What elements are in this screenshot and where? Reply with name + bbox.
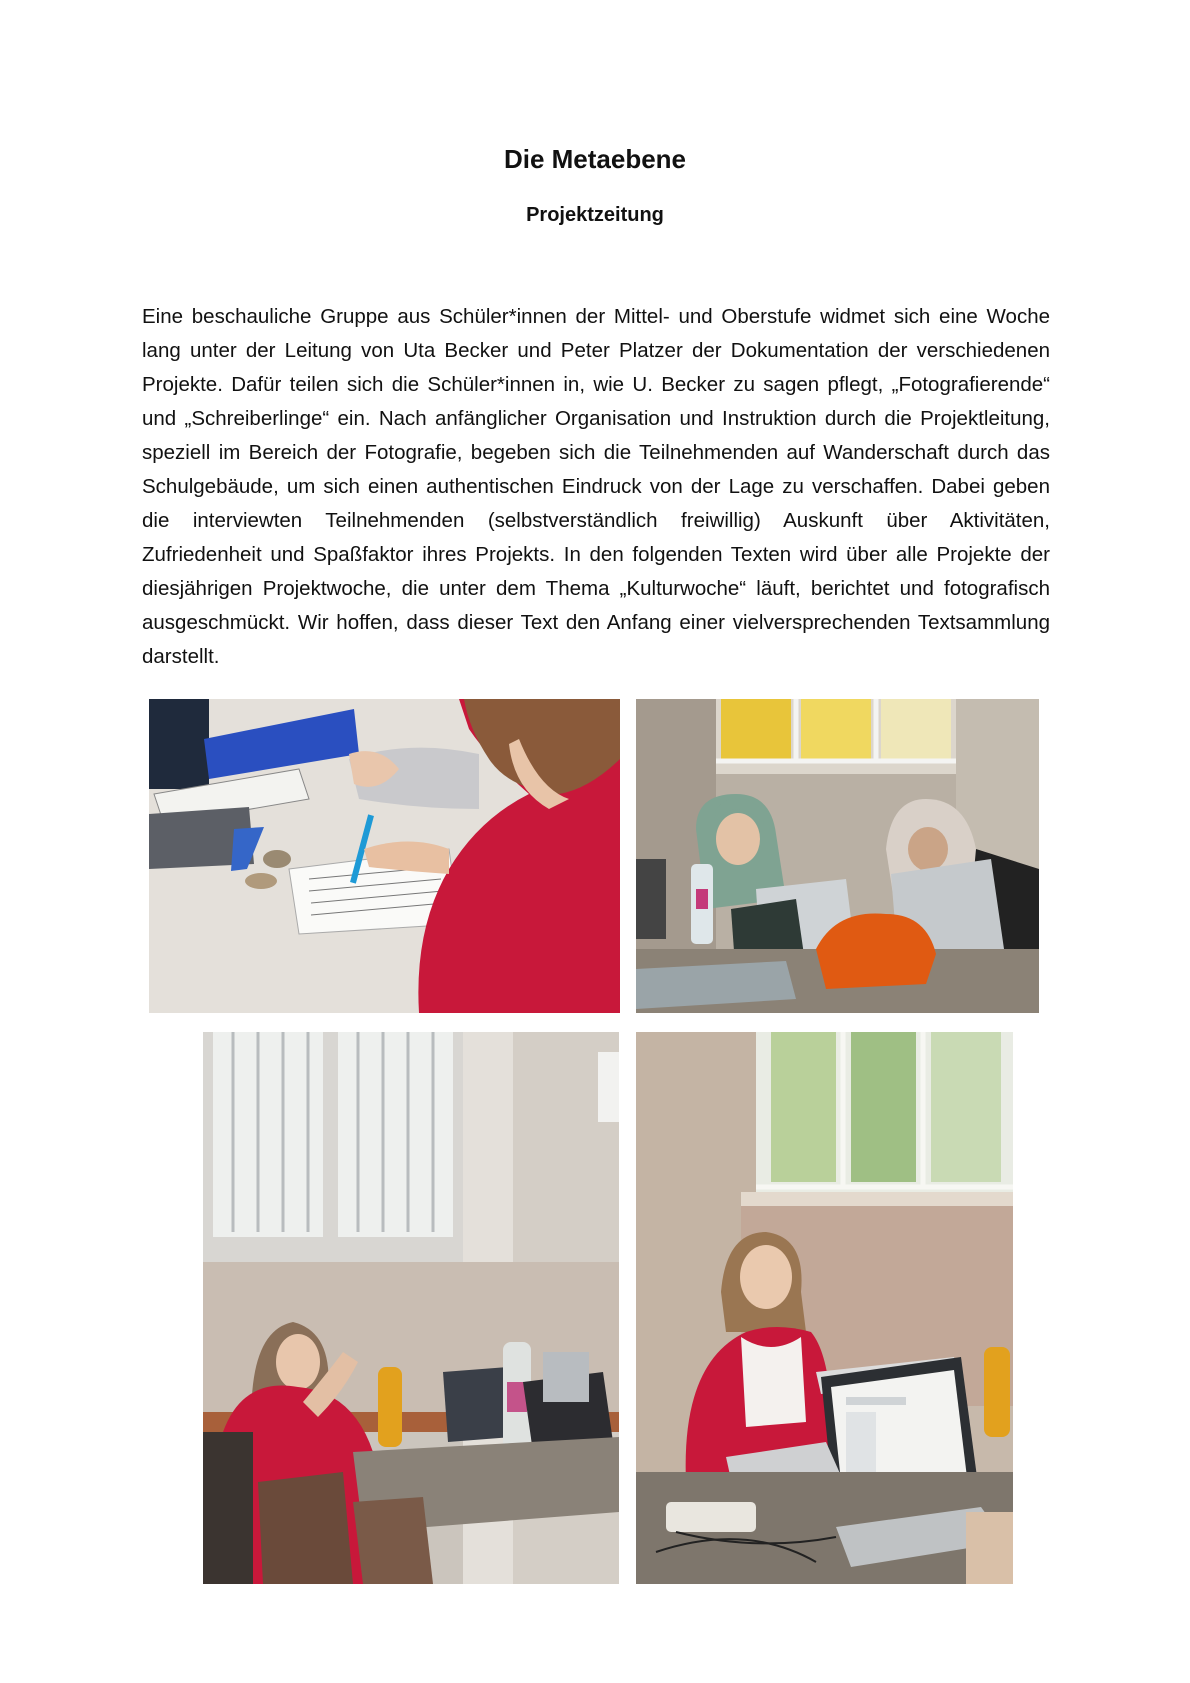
photo-students-laptops	[636, 699, 1039, 1013]
document-subtitle: Projektzeitung	[526, 204, 664, 226]
photo-student-thinking	[203, 1032, 619, 1584]
document-title: Die Metaebene	[503, 144, 687, 174]
intro-paragraph: Eine beschauliche Gruppe aus Schüler*innen der Mittel- und Oberstufe widmet sich eine Woche lang unter der Leitung von Uta Becker und Peter Platzer der Dokumentation der verschiedenen Projekte. Dafür teilen sich die Schüler*innen in, wie U. Becker zu sagen pflegt, „Fotografierende“ und „Schreiberlinge“ ein. Nach anfänglicher Organisation und Instruktion durch die Projektleitung, speziell im Bereich der Fotografie, begeben sich die Teilnehmenden auf Wanderschaft durch das Schulgebäude, um sich einen authentischen Eindruck von der Lage zu verschaffen. Dabei geben die interviewten Teilnehmenden (selbstverständlich freiwillig) Auskunft über Aktivitäten, Zufriedenheit und Spaßfaktor ihres Projekts. In den folgenden Texten wird über alle Projekte der diesjährigen Projektwoche, die unter dem Thema „Kulturwoche“ läuft, berichtet und fotografisch ausgeschmückt. Wir hoffen, dass dieser Text den Anfang einer vielversprechenden Textsammlung darstellt.	[142, 305, 1050, 668]
photo-student-laptop	[636, 1032, 1013, 1584]
photo-writing-notes	[149, 699, 620, 1013]
